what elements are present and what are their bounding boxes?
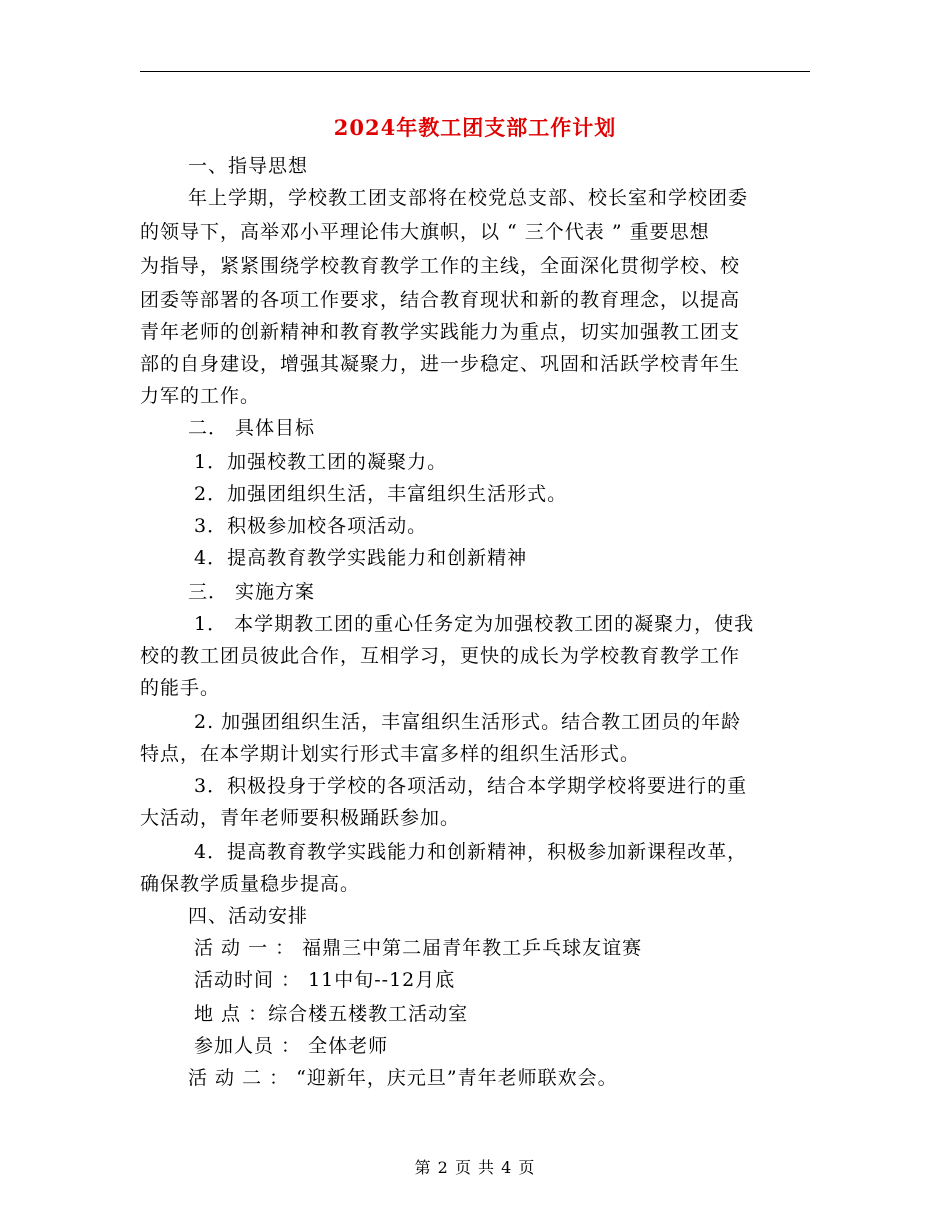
- paragraph-line: 大活动，青年老师要积极踊跃参加。: [140, 807, 461, 829]
- paragraph-line: 为指导，紧紧围绕学校教育教学工作的主线，全面深化贯彻学校、校: [140, 255, 741, 277]
- activity-line: 活 动 一 ： 福鼎三中第二届青年教工乒乓球友谊赛: [194, 937, 643, 959]
- section-heading-plan: 三． 实施方案: [188, 581, 316, 603]
- list-item: 4．提高教育教学实践能力和创新精神: [194, 547, 528, 569]
- paragraph-line: 3．积极投身于学校的各项活动，结合本学期学校将要进行的重: [194, 775, 748, 797]
- paragraph-line: 团委等部署的各项工作要求，结合教育现状和新的教育理念，以提高: [140, 289, 741, 311]
- paragraph-line: 2. 加强团组织生活，丰富组织生活形式。结合教工团员的年龄: [194, 711, 742, 733]
- paragraph-line: 青年老师的创新精神和教育教学实践能力为重点，切实加强教工团支: [140, 321, 741, 343]
- header-rule: [140, 71, 810, 72]
- document-title: 2024年教工团支部工作计划: [333, 115, 617, 140]
- paragraph-line: 力军的工作。: [140, 385, 261, 407]
- section-heading-guiding-thought: 一、指导思想: [188, 155, 309, 177]
- paragraph-line: 的能手。: [140, 677, 221, 699]
- activity-line: 活 动 二 ： “迎新年，庆元旦”青年老师联欢会。: [188, 1067, 618, 1089]
- paragraph-line: 特点，在本学期计划实行形式丰富多样的组织生活形式。: [140, 743, 641, 765]
- paragraph-line: 4．提高教育教学实践能力和创新精神，积极参加新课程改革，: [194, 841, 748, 863]
- list-item: 2．加强团组织生活，丰富组织生活形式。: [194, 483, 568, 505]
- list-item: 3．积极参加校各项活动。: [194, 515, 428, 537]
- page-number: 第 2 页 共 4 页: [414, 1158, 536, 1177]
- activity-line: 参加人员 ： 全体老师: [194, 1035, 389, 1057]
- activity-line: 活动时间 ： 11中旬--12月底: [194, 969, 456, 991]
- paragraph-line: 的领导下，高举邓小平理论伟大旗帜，以 “ 三个代表 ” 重要思想: [140, 221, 710, 243]
- paragraph-line: 1． 本学期教工团的重心任务定为加强校教工团的凝聚力，使我: [194, 613, 755, 635]
- paragraph-line: 年上学期，学校教工团支部将在校党总支部、校长室和学校团委: [188, 187, 749, 209]
- section-heading-goals: 二． 具体目标: [188, 417, 316, 439]
- paragraph-line: 确保教学质量稳步提高。: [140, 873, 361, 895]
- activity-line: 地 点 ：综合楼五楼教工活动室: [194, 1003, 469, 1025]
- list-item: 1．加强校教工团的凝聚力。: [194, 451, 448, 473]
- paragraph-line: 部的自身建设，增强其凝聚力，进一步稳定、巩固和活跃学校青年生: [140, 353, 741, 375]
- paragraph-line: 校的教工团员彼此合作，互相学习，更快的成长为学校教育教学工作: [140, 645, 741, 667]
- section-heading-activities: 四、活动安排: [188, 905, 309, 927]
